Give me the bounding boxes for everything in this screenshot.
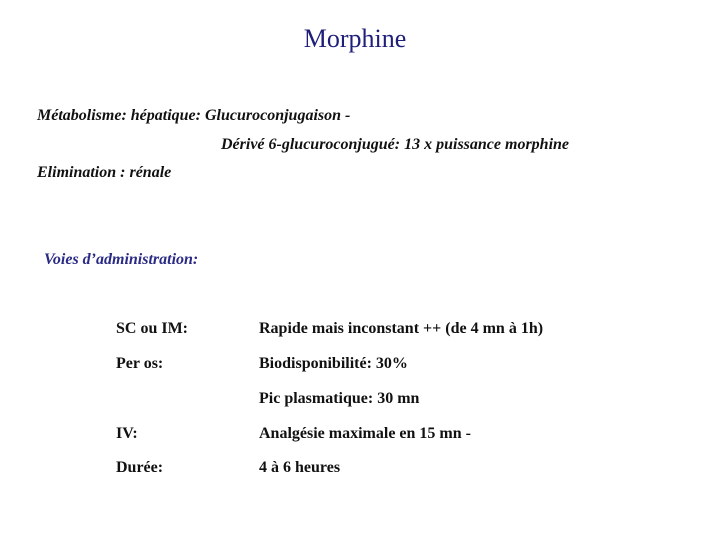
row-label-iv: IV: (116, 425, 138, 442)
row-value-duree: 4 à 6 heures (259, 459, 341, 476)
row-value-per-os: Biodisponibilité: 30% (259, 355, 408, 372)
metabolism-line-2: Dérivé 6-glucuroconjugué: 13 x puissance morphine (221, 136, 570, 153)
row-label-sc-im: SC ou IM: (116, 320, 189, 337)
page-title: Morphine (303, 24, 407, 53)
metabolism-line-1: Métabolisme: hépatique: Glucuroconjugaison - (37, 107, 351, 124)
row-value-iv: Analgésie maximale en 15 mn - (259, 425, 471, 442)
row-value-sc-im: Rapide mais inconstant ++ (de 4 mn à 1h) (259, 320, 544, 337)
administration-heading: Voies d’administration: (44, 251, 199, 268)
row-label-per-os: Per os: (116, 355, 164, 372)
elimination-line: Elimination : rénale (37, 164, 172, 181)
row-value-pic-plasmatique: Pic plasmatique: 30 mn (259, 390, 420, 407)
row-label-duree: Durée: (116, 459, 164, 476)
